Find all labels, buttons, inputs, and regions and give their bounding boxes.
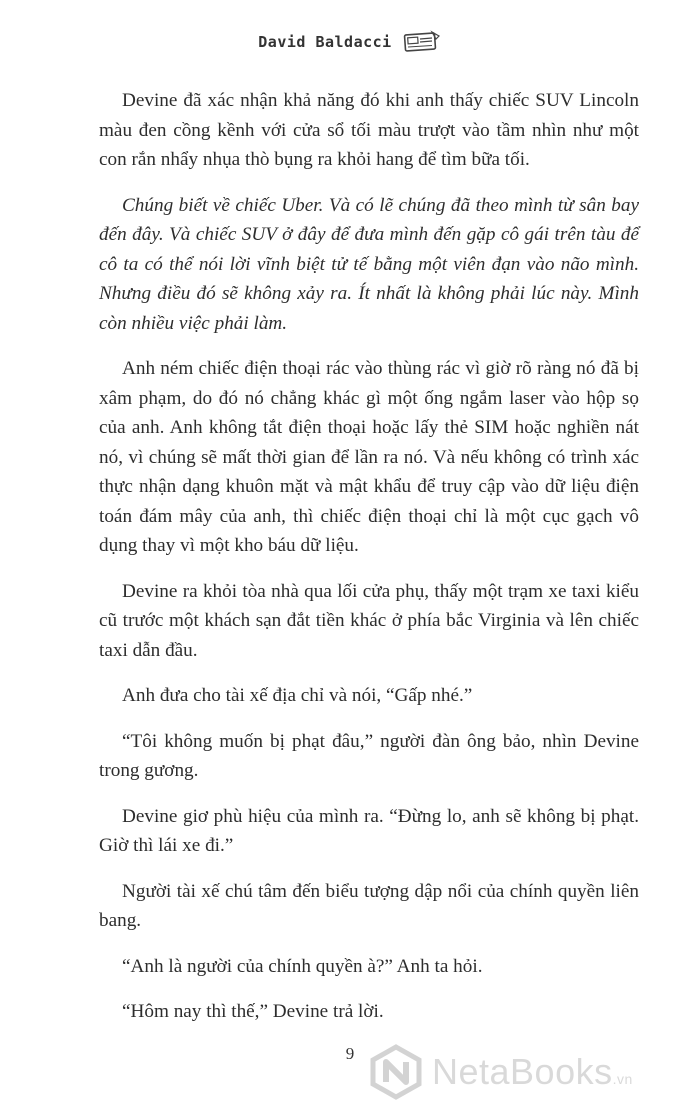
netabooks-logo-icon [368,1044,424,1100]
body-text [99,86,639,1043]
paragraph: Người tài xế chú tâm đến biểu tượng dập nổi của chính quyền liên bang. [99,880,639,931]
confidential-stamp-icon [402,30,442,54]
paragraph-italic-thought: Chúng biết về chiếc Uber. Và có lẽ chúng đã theo mình từ sân bay đến đây. Và chiếc SUV ở đây để đưa mình đến gặp cô gái trên tàu để cô ta có thể nói lời vĩnh biệt tử tế bằng một viên đạn vào não mình. Nhưng điều đó sẽ không xảy ra. Ít nhất là không phải lúc này. Mình còn nhiều việc phải làm. [99,194,639,334]
running-header [0,30,700,54]
header-author: David Baldacci [258,33,392,51]
paragraph: Devine đã xác nhận khả năng đó khi anh thấy chiếc SUV Lincoln màu đen cồng kềnh với cửa sổ tối màu trượt vào tầm nhìn như một con rắn nhẩy nhụa thò bụng ra khỏi hang để tìm bữa tối. [99,90,639,170]
paragraph: Anh ném chiếc điện thoại rác vào thùng rác vì giờ rõ ràng nó đã bị xâm phạm, do đó nó chẳng khác gì một ống ngắm laser vào hộp sọ của anh. Anh không tắt điện thoại hoặc lấy thẻ SIM hoặc nghiền nát nó, vì chúng sẽ mất thời gian để lần ra nó. Và nếu không có trình xác thực nhận dạng khuôn mặt và mật khẩu để truy cập vào dữ liệu điện toán đám mây của anh, thì chiếc điện thoại chỉ là một cục gạch vô dụng thay vì một kho báu dữ liệu. [99,358,639,556]
page-number: 9 [345,1044,355,1063]
watermark-brand: NetaBooks.vn [432,1051,633,1092]
paragraph: “Hôm nay thì thế,” Devine trả lời. [122,1001,384,1022]
paragraph: Anh đưa cho tài xế địa chỉ và nói, “Gấp nhé.” [122,685,473,706]
paragraph: Devine giơ phù hiệu của mình ra. “Đừng lo, anh sẽ không bị phạt. Giờ thì lái xe đi.” [99,805,639,856]
watermark [368,1042,633,1102]
paragraph: Devine ra khỏi tòa nhà qua lối cửa phụ, thấy một trạm xe taxi kiểu cũ trước một khách sạn đắt tiền khác ở phía bắc Virginia và lên chiếc taxi dẫn đầu. [99,580,639,661]
paragraph: “Tôi không muốn bị phạt đâu,” người đàn ông bảo, nhìn Devine trong gương. [99,730,639,781]
paragraph: “Anh là người của chính quyền à?” Anh ta hỏi. [122,955,483,977]
